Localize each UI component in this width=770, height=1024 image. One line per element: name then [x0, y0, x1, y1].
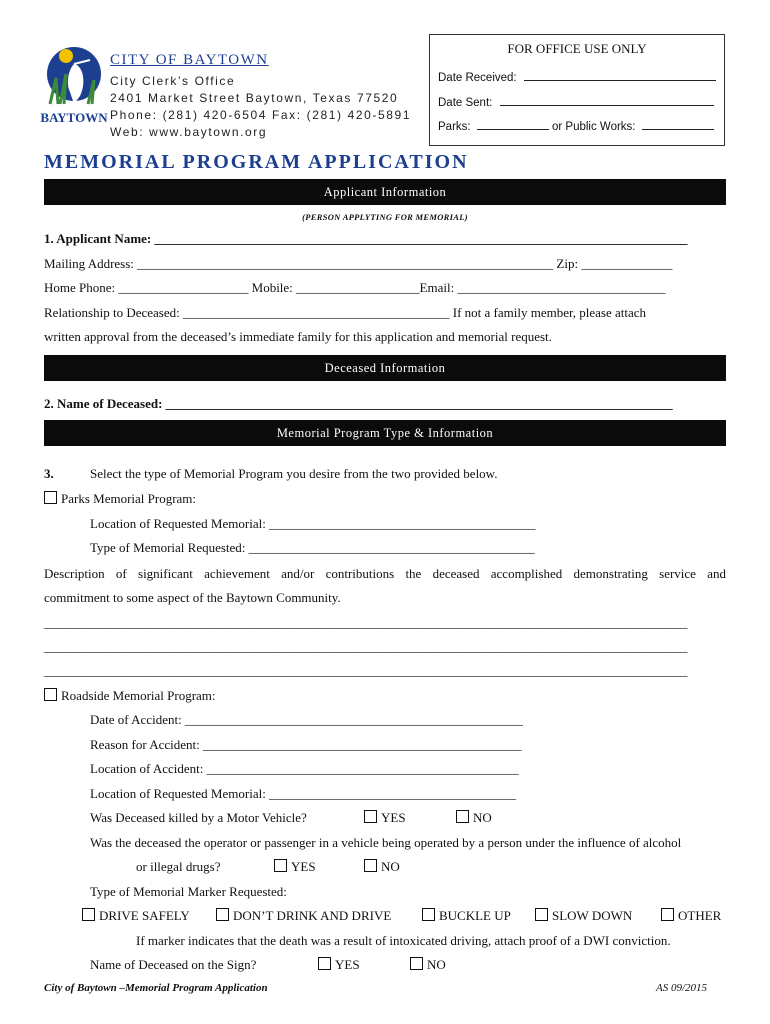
yes-label: YES	[381, 810, 406, 825]
description-blank-3[interactable]: ___________________________________________________________________________________________________	[44, 663, 688, 678]
sign-name-no-checkbox[interactable]	[410, 957, 423, 970]
date-sent-label: Date Sent:	[438, 97, 493, 109]
operator-no-checkbox[interactable]	[364, 859, 377, 872]
roadside-program-label: Roadside Memorial Program:	[61, 688, 216, 703]
office-name: City Clerk’s Office	[110, 74, 236, 88]
dwi-note: If marker indicates that the death was a result of intoxicated driving, attach proof of a DWI conviction.	[136, 933, 671, 948]
motor-vehicle-yes-checkbox[interactable]	[364, 810, 377, 823]
date-received-label: Date Received:	[438, 72, 517, 84]
date-accident-field[interactable]: Date of Accident: ____________________________________________________	[90, 712, 523, 727]
marker-dont-drink[interactable]	[216, 908, 391, 924]
marker-buckle-up-checkbox[interactable]	[422, 908, 435, 921]
program-instruction: Select the type of Memorial Program you desire from the two provided below.	[90, 466, 498, 481]
parks-program-label: Parks Memorial Program:	[61, 491, 197, 506]
footer-title: City of Baytown –Memorial Program Application	[44, 982, 268, 994]
no-label: NO	[473, 810, 492, 825]
logo-text: BAYTOWN	[40, 110, 108, 125]
description-blank-2[interactable]: ___________________________________________________________________________________________________	[44, 639, 688, 654]
operator-yes-checkbox[interactable]	[274, 859, 287, 872]
sign-name-no[interactable]	[410, 957, 446, 973]
motor-vehicle-question: Was Deceased killed by a Motor Vehicle?	[90, 810, 307, 825]
marker-other-checkbox[interactable]	[661, 908, 674, 921]
parks-program-checkbox[interactable]	[44, 491, 57, 504]
no-label: NO	[381, 859, 400, 874]
date-sent-row	[438, 94, 714, 109]
footer-version: AS 09/2015	[656, 982, 708, 994]
parks-label: Parks:	[438, 121, 471, 133]
parks-field[interactable]	[477, 118, 549, 130]
yes-label: YES	[291, 859, 316, 874]
header-block	[110, 52, 411, 141]
applicant-name-field[interactable]: 1. Applicant Name: __________________________________________________________________________________	[44, 231, 688, 246]
marker-drive-safely[interactable]	[82, 908, 190, 924]
marker-label: BUCKLE UP	[439, 908, 511, 923]
parks-location-field[interactable]: Location of Requested Memorial: _________________________________________	[90, 516, 536, 531]
phone-email-field[interactable]: Home Phone: ____________________ Mobile: ___________________Email: ________________________________	[44, 280, 666, 295]
sign-name-yes-checkbox[interactable]	[318, 957, 331, 970]
phone-fax: Phone: (281) 420-6504 Fax: (281) 420-5891	[110, 108, 412, 122]
public-works-label: or Public Works:	[552, 121, 636, 133]
office-use-box	[429, 34, 725, 146]
page-title: MEMORIAL PROGRAM APPLICATION	[44, 151, 469, 173]
reason-accident-field[interactable]: Reason for Accident: _________________________________________________	[90, 737, 522, 752]
approval-note: written approval from the deceased’s immediate family for this application and memorial request.	[44, 329, 552, 344]
parks-program-option[interactable]	[44, 491, 196, 507]
relationship-field[interactable]: Relationship to Deceased: _________________________________________ If not a family member, please attach	[44, 305, 647, 320]
operator-question-2: or illegal drugs?	[136, 859, 221, 874]
website: Web: www.baytown.org	[110, 125, 268, 139]
office-use-title: FOR OFFICE USE ONLY	[507, 41, 647, 56]
marker-dont-drink-checkbox[interactable]	[216, 908, 229, 921]
sign-name-yes[interactable]	[318, 957, 360, 973]
deceased-name-field[interactable]: 2. Name of Deceased: ______________________________________________________________________________	[44, 396, 673, 411]
parks-type-field[interactable]: Type of Memorial Requested: ____________________________________________	[90, 540, 535, 555]
date-received-row	[438, 69, 716, 84]
marker-slow-down-checkbox[interactable]	[535, 908, 548, 921]
date-sent-field[interactable]	[500, 94, 714, 106]
deceased-section-bar: Deceased Information	[44, 355, 726, 381]
roadside-program-checkbox[interactable]	[44, 688, 57, 701]
motor-vehicle-no-checkbox[interactable]	[456, 810, 469, 823]
marker-slow-down[interactable]	[535, 908, 632, 924]
roadside-program-option[interactable]	[44, 688, 216, 704]
operator-yes[interactable]	[274, 859, 316, 875]
program-section-bar: Memorial Program Type & Information	[44, 420, 726, 446]
mailing-address-field[interactable]: Mailing Address: ________________________________________________________________ Zip: ______________	[44, 256, 673, 271]
section-number-3: 3.	[44, 466, 54, 481]
marker-other[interactable]	[661, 908, 721, 924]
city-logo	[40, 44, 108, 130]
date-received-field[interactable]	[524, 69, 716, 81]
operator-no[interactable]	[364, 859, 400, 875]
marker-drive-safely-checkbox[interactable]	[82, 908, 95, 921]
public-works-field[interactable]	[642, 118, 714, 130]
city-title: CITY OF BAYTOWN	[110, 52, 269, 68]
marker-label: OTHER	[678, 908, 722, 923]
description-line-1: Description of significant achievement and/or contributions the deceased accomplished demonstrating service and	[44, 566, 726, 581]
marker-label: DON’T DRINK AND DRIVE	[233, 908, 392, 923]
location-accident-field[interactable]: Location of Accident: ________________________________________________	[90, 761, 519, 776]
marker-buckle-up[interactable]	[422, 908, 511, 924]
marker-label: SLOW DOWN	[552, 908, 633, 923]
yes-label: YES	[335, 957, 360, 972]
motor-vehicle-yes[interactable]	[364, 810, 406, 826]
marker-label: DRIVE SAFELY	[99, 908, 190, 923]
parks-row	[438, 118, 714, 133]
applicant-subtitle: (PERSON APPLYTING FOR MEMORIAL)	[302, 212, 468, 222]
address: 2401 Market Street Baytown, Texas 77520	[110, 91, 399, 105]
motor-vehicle-no[interactable]	[456, 810, 492, 826]
sign-name-question: Name of Deceased on the Sign?	[90, 957, 257, 972]
no-label: NO	[427, 957, 446, 972]
description-line-2: commitment to some aspect of the Baytown Community.	[44, 590, 341, 605]
description-blank-1[interactable]: ___________________________________________________________________________________________________	[44, 615, 688, 630]
applicant-section-bar: Applicant Information	[44, 179, 726, 205]
marker-question: Type of Memorial Marker Requested:	[90, 884, 287, 899]
location-memorial-field[interactable]: Location of Requested Memorial: ______________________________________	[90, 786, 517, 801]
operator-question-1: Was the deceased the operator or passenger in a vehicle being operated by a person under the influence of alcohol	[90, 835, 682, 850]
